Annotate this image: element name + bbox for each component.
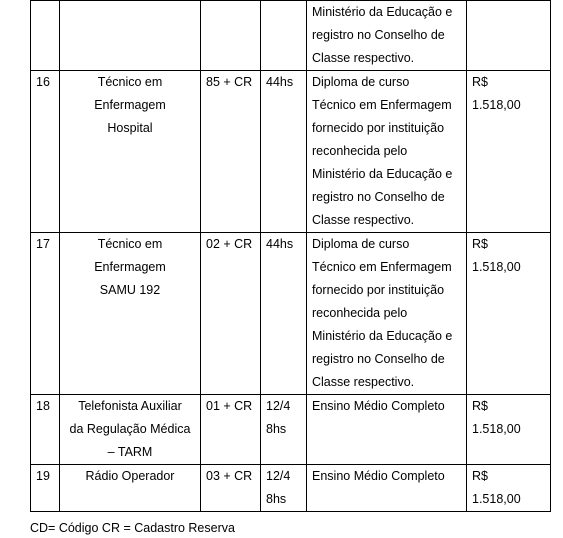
table-row [31, 465, 551, 512]
cell-requirements-line: Técnico em Enfermagem [312, 98, 452, 112]
cell-requirements-line: Diploma de curso [312, 75, 410, 89]
cell-salary-line: 1.518,00 [472, 422, 521, 436]
cell-vacancies [201, 1, 261, 71]
cell-requirements-line: registro no Conselho de [312, 352, 445, 366]
cell-position-line: Técnico em [97, 75, 163, 89]
cell-position-line: SAMU 192 [99, 283, 161, 297]
table-body [31, 1, 551, 512]
cell-requirements-line: Ministério da Educação e [312, 329, 453, 343]
cell-requirements-line: reconhecida pelo [312, 306, 408, 320]
cell-position [60, 1, 201, 71]
job-positions-table [30, 0, 551, 512]
cell-requirements-line: Ensino Médio Completo [312, 469, 445, 483]
cell-requirements [307, 71, 467, 233]
cell-number-text: 17 [36, 237, 50, 251]
cell-number [31, 395, 60, 465]
cell-workload-line: 12/4 [266, 469, 291, 483]
cell-requirements-line: Classe respectivo. [312, 213, 415, 227]
cell-workload-line: 12/4 [266, 399, 291, 413]
table-row [31, 395, 551, 465]
cell-salary-line: R$ [472, 75, 488, 89]
cell-workload [261, 395, 307, 465]
cell-workload [261, 71, 307, 233]
cell-number-text: 18 [36, 399, 50, 413]
cell-position [60, 395, 201, 465]
cell-position-line: Rádio Operador [85, 469, 175, 483]
cell-requirements-line: Classe respectivo. [312, 375, 415, 389]
table-row [31, 71, 551, 233]
cell-salary-line: 1.518,00 [472, 98, 521, 112]
cell-requirements [307, 465, 467, 512]
cell-salary [467, 395, 551, 465]
cell-vacancies-text: 03 + CR [206, 469, 253, 483]
cell-requirements-line: Classe respectivo. [312, 51, 415, 65]
cell-number [31, 1, 60, 71]
cell-position-line: Hospital [107, 121, 153, 135]
cell-position-line: Técnico em [97, 237, 163, 251]
cell-requirements [307, 1, 467, 71]
cell-position-line: – TARM [107, 445, 153, 459]
cell-position [60, 233, 201, 395]
cell-vacancies [201, 233, 261, 395]
cell-salary [467, 71, 551, 233]
cell-position [60, 465, 201, 512]
cell-number [31, 71, 60, 233]
cell-requirements-line: fornecido por instituição [312, 121, 445, 135]
cell-salary [467, 1, 551, 71]
cell-salary-line: 1.518,00 [472, 492, 521, 506]
cell-position [60, 71, 201, 233]
cell-position-line: Telefonista Auxiliar [78, 399, 182, 413]
cell-workload [261, 233, 307, 395]
cell-number [31, 233, 60, 395]
cell-requirements-line: Ministério da Educação e [312, 5, 453, 19]
cell-salary-line: R$ [472, 399, 488, 413]
cell-salary [467, 233, 551, 395]
cell-vacancies-text: 01 + CR [206, 399, 253, 413]
cell-vacancies [201, 465, 261, 512]
cell-requirements-line: registro no Conselho de [312, 190, 445, 204]
cell-salary [467, 465, 551, 512]
cell-requirements-line: Ministério da Educação e [312, 167, 453, 181]
cell-requirements-line: Técnico em Enfermagem [312, 260, 452, 274]
cell-number [31, 465, 60, 512]
cell-requirements-line: registro no Conselho de [312, 28, 445, 42]
cell-vacancies-text: 85 + CR [206, 75, 253, 89]
cell-workload-line: 8hs [266, 492, 287, 506]
cell-position-line: da Regulação Médica [69, 422, 191, 436]
table-row [31, 233, 551, 395]
cell-position-line: Enfermagem [94, 260, 166, 274]
cell-requirements-line: Ensino Médio Completo [312, 399, 445, 413]
cell-workload-line: 8hs [266, 422, 287, 436]
cell-vacancies [201, 71, 261, 233]
cell-salary-line: 1.518,00 [472, 260, 521, 274]
cell-requirements-line: fornecido por instituição [312, 283, 445, 297]
footnote: CD= Código CR = Cadastro Reserva [30, 521, 235, 535]
cell-requirements [307, 395, 467, 465]
cell-salary-line: R$ [472, 469, 488, 483]
cell-vacancies [201, 395, 261, 465]
cell-vacancies-text: 02 + CR [206, 237, 253, 251]
cell-requirements-line: reconhecida pelo [312, 144, 408, 158]
cell-position-line: Enfermagem [94, 98, 166, 112]
table-row [31, 1, 551, 71]
cell-salary-line: R$ [472, 237, 488, 251]
cell-workload-line: 44hs [266, 75, 294, 89]
cell-number-text: 19 [36, 469, 50, 483]
cell-workload [261, 1, 307, 71]
cell-workload [261, 465, 307, 512]
cell-requirements [307, 233, 467, 395]
cell-workload-line: 44hs [266, 237, 294, 251]
cell-number-text: 16 [36, 75, 50, 89]
cell-requirements-line: Diploma de curso [312, 237, 410, 251]
